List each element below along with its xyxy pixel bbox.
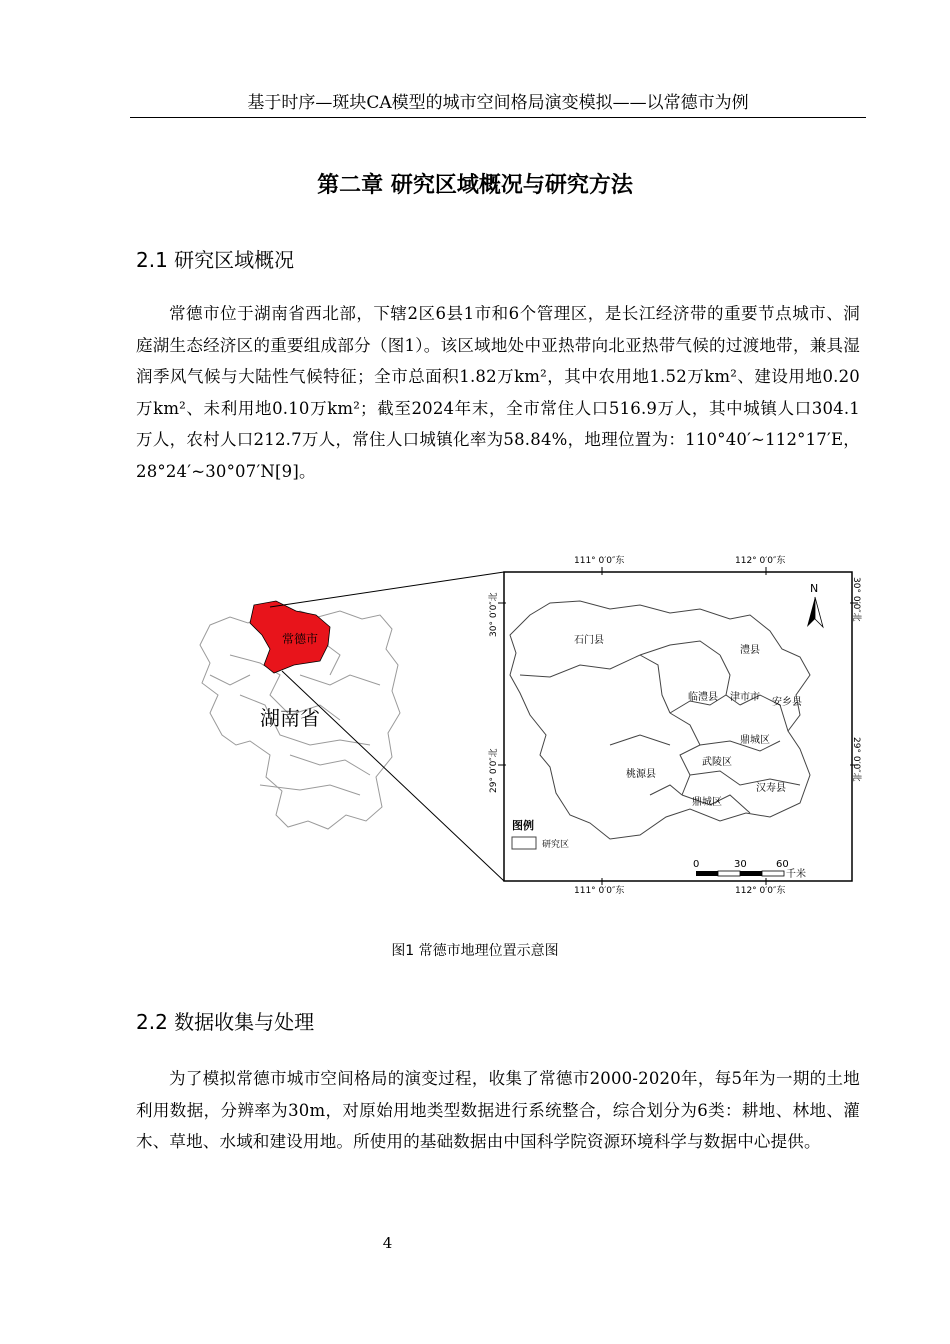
svg-text:60: 60 [776, 859, 789, 870]
county-label-anxiang: 安乡县 [772, 697, 802, 708]
section-heading-2-1: 2.1 研究区域概况 [136, 248, 295, 272]
legend-item-label: 研究区 [542, 840, 570, 850]
running-header: 基于时序—斑块CA模型的城市空间格局演变模拟——以常德市为例 [247, 93, 749, 113]
top-tick-111: 111° 0′0″东 [574, 556, 625, 566]
figure-caption: 图1 常德市地理位置示意图 [391, 943, 559, 959]
county-label-linli: 临澧县 [688, 692, 718, 703]
county-label-dingcheng-south: 鼎城区 [692, 797, 722, 808]
svg-text:N: N [810, 582, 819, 595]
county-label-taoyuan: 桃源县 [626, 769, 656, 780]
right-tick-30: 30° 0′0″北 [851, 577, 861, 622]
svg-text:30: 30 [734, 859, 747, 870]
location-map-figure [170, 545, 870, 895]
changde-label: 常德市 [282, 632, 319, 646]
county-label-shimen: 石门县 [574, 635, 604, 646]
chapter-title: 第二章 研究区域概况与研究方法 [317, 173, 633, 198]
legend-title: 图例 [512, 819, 534, 832]
left-tick-29: 29° 0′0″北 [489, 748, 499, 793]
county-label-lixian: 澧县 [740, 645, 760, 656]
county-label-jinshi: 津市市 [730, 692, 760, 703]
page-number: 4 [382, 1234, 393, 1252]
bottom-tick-112: 112° 0′0″东 [735, 886, 786, 895]
bottom-tick-111: 111° 0′0″东 [574, 886, 625, 895]
section-2-1-paragraph: 常德市位于湖南省西北部，下辖2区6县1市和6个管理区，是长江经济带的重要节点城市、洞庭湖生态经济区的重要组成部分（图1）。该区域地处中亚热带向北亚热带气候的过渡地带，兼具湿润季风气候与大陆性气候特征；全市总面积1.82万km²，其中农用地1.52万km²、建设用地0.20万km²、未利用地0.10万km²；截至2024年末，全市常住人口516.9万人，其中城镇人口304.1万人，农村人口212.7万人，常住人口城镇化率为58.84%，地理位置为：110°40′~112°17′E，28°24′~30°07′N[9]。 [136, 304, 860, 481]
svg-text:千米: 千米 [786, 869, 806, 880]
hunan-label: 湖南省 [260, 706, 320, 730]
svg-text:0: 0 [693, 859, 700, 870]
legend-swatch [512, 837, 536, 849]
section-heading-2-2: 2.2 数据收集与处理 [136, 1010, 315, 1034]
section-2-2-paragraph: 为了模拟常德市城市空间格局的演变过程，收集了常德市2000-2020年，每5年为一期的土地利用数据，分辨率为30m，对原始用地类型数据进行系统整合，综合划分为6类：耕地、林地、灌木、草地、水域和建设用地。所使用的基础数据由中国科学院资源环境科学与数据中心提供。 [136, 1069, 860, 1151]
right-tick-29: 29° 0′0″北 [851, 737, 861, 782]
county-label-wuling: 武陵区 [702, 757, 732, 768]
county-label-dingcheng-north: 鼎城区 [740, 735, 770, 746]
left-tick-30: 30° 0′0″北 [489, 592, 499, 637]
header-rule [130, 117, 866, 118]
county-label-hanshou: 汉寿县 [756, 783, 786, 794]
top-tick-112: 112° 0′0″东 [735, 556, 786, 566]
